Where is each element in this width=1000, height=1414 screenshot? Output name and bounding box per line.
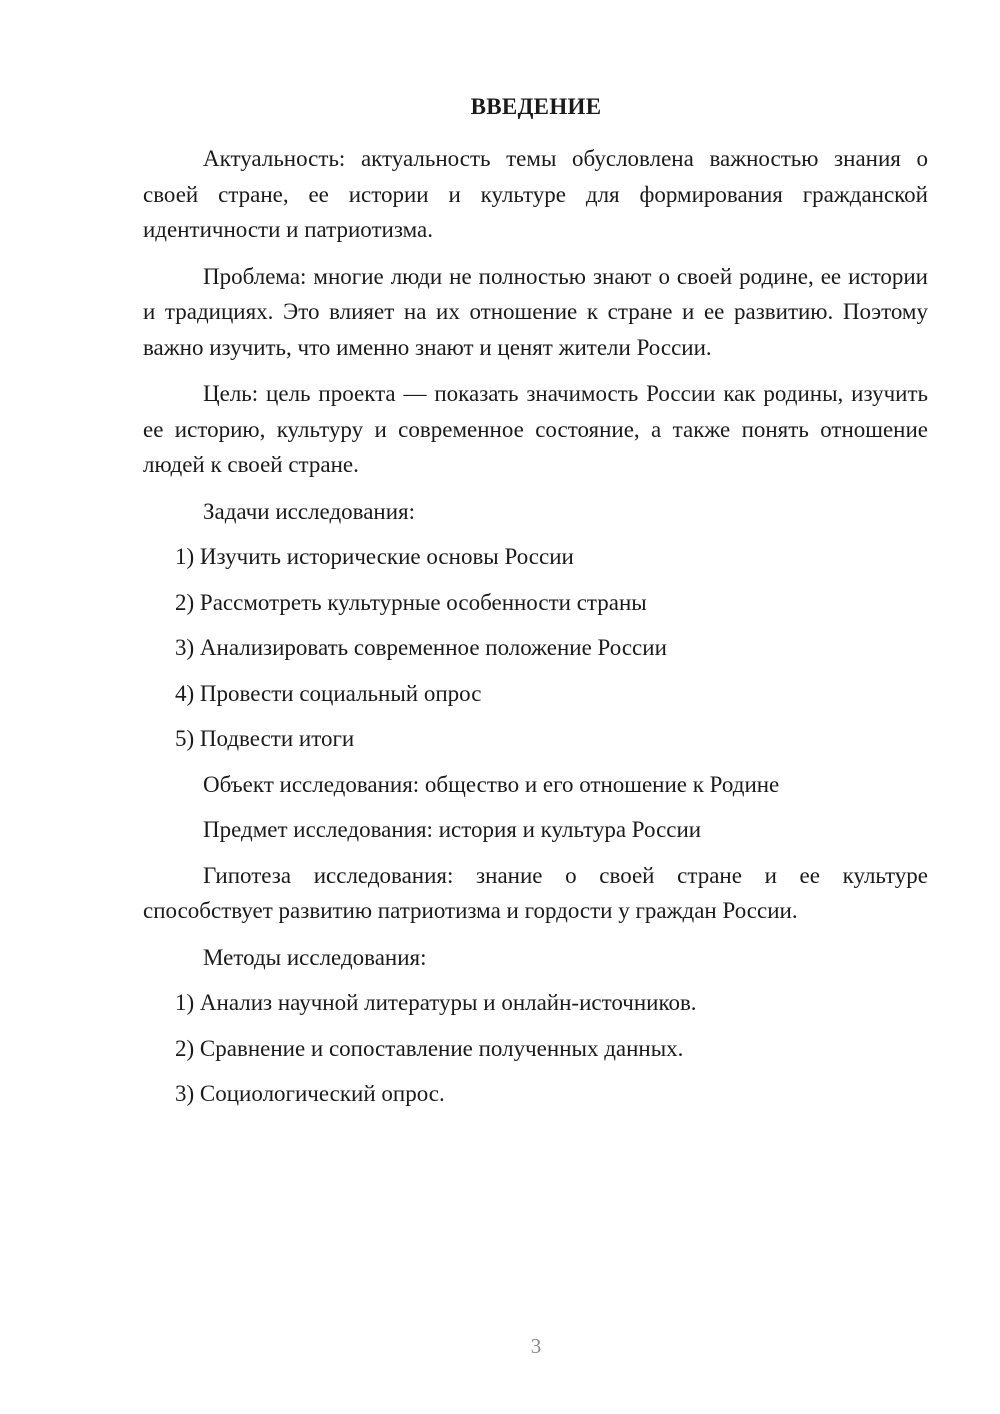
relevance-paragraph: Актуальность: актуальность темы обусловлена важностью знания о своей стране, ее истории и культуре для формирования гражданской идентичности и патриотизма. [143, 146, 928, 242]
task-item: 4) Провести социальный опрос [175, 680, 482, 706]
method-item: 2) Сравнение и сопоставление полученных данных. [175, 1035, 684, 1061]
page-number: 3 [530, 1334, 542, 1358]
task-item: 1) Изучить исторические основы России [175, 544, 574, 569]
task-item: 3) Анализировать современное положение России [175, 635, 667, 660]
section-heading: ВВЕДЕНИЕ [470, 94, 602, 119]
hypothesis-paragraph: Гипотеза исследования: знание о своей стране и ее культуре способствует развитию патриотизма и гордости у граждан России. [143, 862, 928, 923]
document-body [143, 141, 928, 1122]
task-item: 5) Подвести итоги [175, 726, 355, 751]
research-subject: Предмет исследования: история и культура России [203, 817, 702, 842]
task-item: 2) Рассмотреть культурные особенности страны [175, 589, 647, 615]
problem-paragraph: Проблема: многие люди не полностью знают о своей родине, ее истории и традициях. Это влияет на их отношение к стране и ее развитию. Поэтому важно изучить, что именно знают и ценят жители России. [143, 263, 928, 360]
research-object: Объект исследования: общество и его отношение к Родине [203, 771, 780, 797]
tasks-heading: Задачи исследования: [203, 498, 416, 524]
method-item: 3) Социологический опрос. [175, 1081, 445, 1106]
methods-heading: Методы исследования: [203, 944, 427, 970]
method-item: 1) Анализ научной литературы и онлайн-источников. [175, 990, 697, 1015]
goal-paragraph: Цель: цель проекта — показать значимость России как родины, изучить ее историю, культуру и современное состояние, а также понять отношение людей к своей стране. [143, 381, 928, 477]
